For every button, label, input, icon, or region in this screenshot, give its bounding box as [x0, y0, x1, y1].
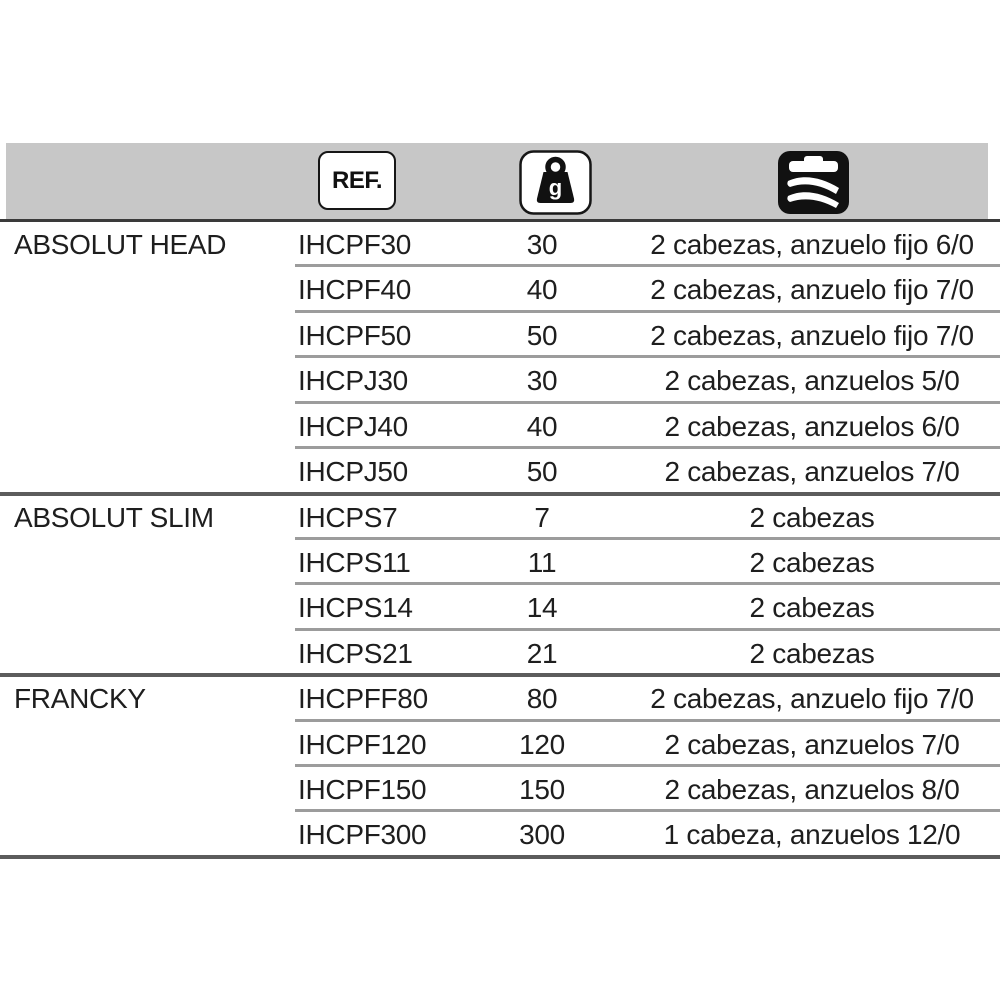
weight-grams: 11 [527, 546, 557, 578]
pack-contents: 2 cabezas, anzuelos 8/0 [664, 774, 960, 806]
ref-code: IHCPF300 [298, 819, 427, 851]
pack-contents: 2 cabezas [749, 501, 875, 533]
pack-contents: 2 cabezas [749, 546, 875, 578]
table-body [0, 222, 1000, 858]
table-row [0, 222, 1000, 267]
pack-contents: 2 cabezas, anzuelos 5/0 [664, 365, 960, 397]
weight-grams: 50 [526, 319, 558, 351]
weight-grams: 40 [526, 410, 558, 442]
product-group-label: ABSOLUT SLIM [14, 501, 214, 533]
table-row [0, 540, 1000, 585]
ref-code: IHCPS7 [298, 501, 398, 533]
pack-contents: 1 cabeza, anzuelos 12/0 [663, 819, 961, 851]
weight-grams: 7 [534, 501, 550, 533]
pack-contents: 2 cabezas, anzuelo fijo 7/0 [650, 319, 974, 351]
pack-contents: 2 cabezas [749, 592, 875, 624]
ref-code: IHCPF150 [298, 774, 427, 806]
ref-code: IHCPS11 [298, 546, 411, 578]
table-row [0, 495, 1000, 540]
weight-grams: 150 [519, 774, 565, 806]
pack-contents: 2 cabezas, anzuelos 6/0 [664, 410, 960, 442]
pack-contents: 2 cabezas [749, 637, 875, 669]
ref-code: IHCPJ30 [298, 365, 408, 397]
table-row [0, 767, 1000, 812]
blister-pack-contents-icon [777, 150, 850, 215]
product-group-label: ABSOLUT HEAD [14, 229, 227, 260]
ref-code: IHCPS14 [298, 592, 413, 624]
pack-contents: 2 cabezas, anzuelo fijo 7/0 [650, 274, 974, 306]
pack-contents: 2 cabezas, anzuelo fijo 6/0 [650, 229, 974, 260]
weight-grams: 30 [526, 229, 558, 260]
pack-contents: 2 cabezas, anzuelos 7/0 [664, 456, 960, 488]
ref-column-header [318, 151, 396, 210]
weight-grams: 50 [526, 456, 558, 488]
weight-grams: 21 [526, 637, 558, 669]
weight-grams: 300 [519, 819, 565, 851]
ref-label: REF. [331, 166, 382, 194]
table-row [0, 585, 1000, 630]
table-row [0, 722, 1000, 767]
group-divider [0, 855, 1000, 859]
weight-grams-icon [519, 150, 592, 215]
ref-code: IHCPF40 [298, 274, 412, 306]
product-group-label: FRANCKY [14, 683, 146, 715]
weight-grams: 120 [519, 728, 565, 760]
ref-code: IHCPF30 [298, 229, 412, 260]
weight-grams: 80 [526, 683, 558, 715]
ref-code: IHCPF50 [298, 319, 412, 351]
pack-contents: 2 cabezas, anzuelo fijo 7/0 [650, 683, 974, 715]
table-row [0, 267, 1000, 312]
ref-code: IHCPJ50 [298, 456, 408, 488]
weight-unit-letter: g [548, 175, 563, 200]
table-row [0, 812, 1000, 857]
weight-grams: 14 [526, 592, 558, 624]
ref-code: IHCPF120 [298, 728, 427, 760]
pack-contents: 2 cabezas, anzuelos 7/0 [664, 728, 960, 760]
weight-grams: 30 [526, 365, 558, 397]
table-row [0, 404, 1000, 449]
table-row [0, 313, 1000, 358]
weight-grams: 40 [526, 274, 558, 306]
table-row [0, 631, 1000, 676]
ref-code: IHCPS21 [298, 637, 413, 669]
table-row [0, 358, 1000, 403]
ref-code: IHCPJ40 [298, 410, 408, 442]
table-row [0, 676, 1000, 721]
ref-code: IHCPFF80 [298, 683, 428, 715]
table-row [0, 449, 1000, 494]
